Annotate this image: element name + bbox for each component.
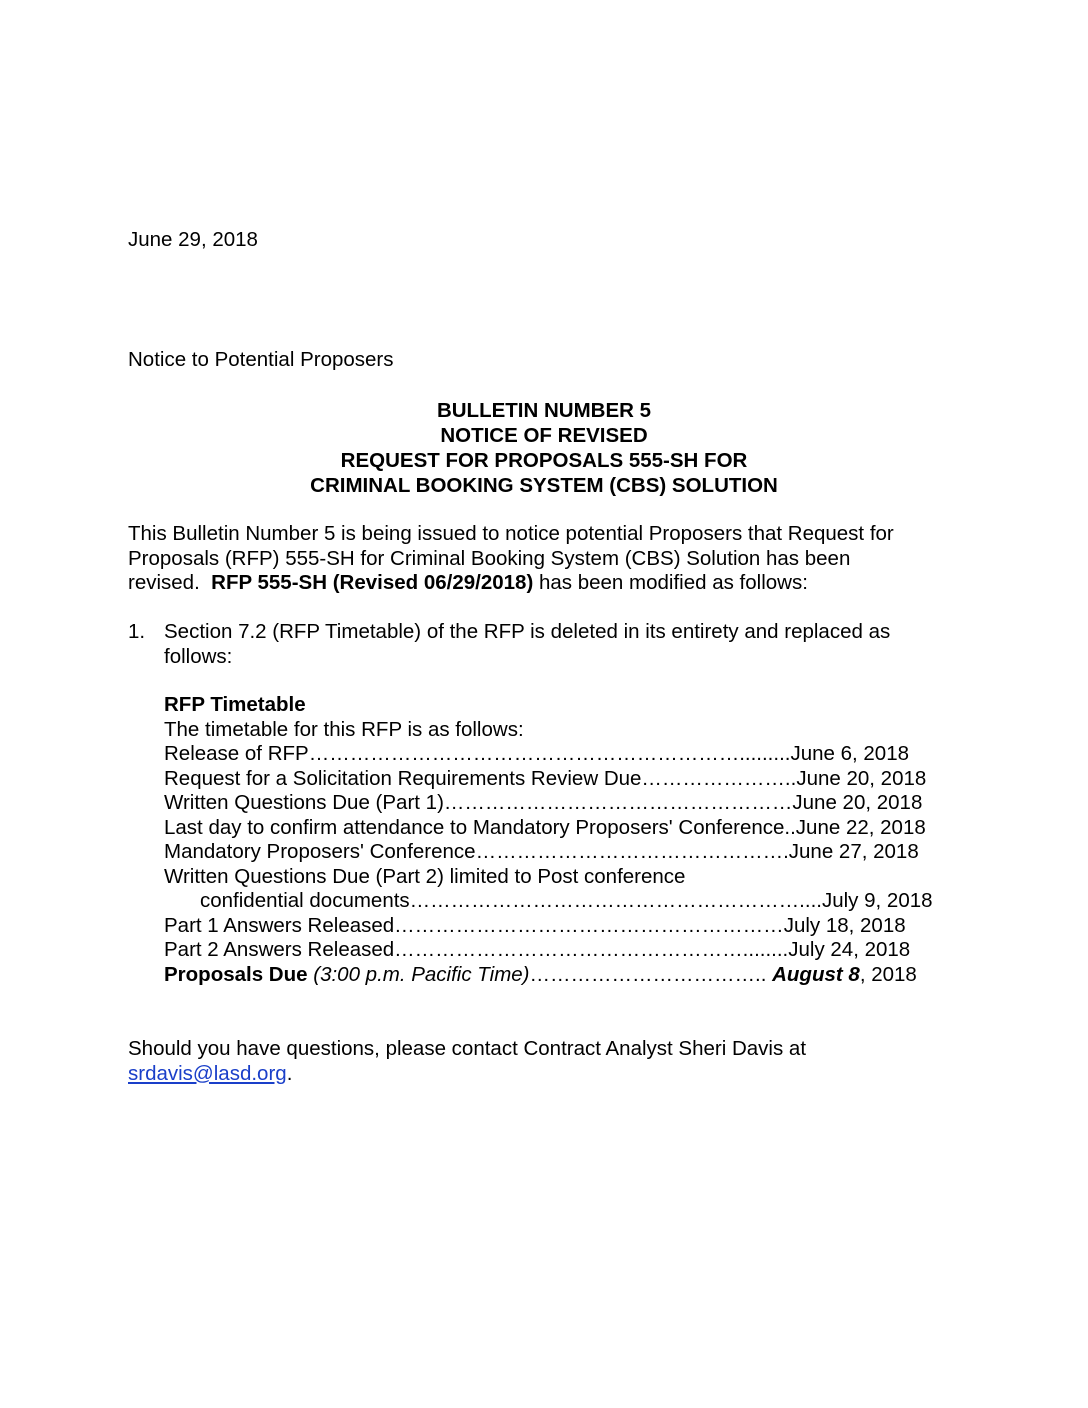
timetable-row xyxy=(164,767,964,792)
timetable-row-date: June 20, 2018 xyxy=(792,791,923,814)
timetable-intro: The timetable for this RFP is as follows: xyxy=(164,717,524,741)
timetable-row xyxy=(164,889,964,914)
heading-line-1: BULLETIN NUMBER 5 xyxy=(436,399,652,422)
proposals-due-time: (3:00 p.m. Pacific Time) xyxy=(307,962,530,986)
intro-line-3-end: has been modified as follows: xyxy=(533,571,808,594)
proposals-due-date-year: , 2018 xyxy=(859,962,917,986)
intro-paragraph xyxy=(128,522,960,596)
timetable-row-label: Request for a Solicitation Requirements Review Due………………….. xyxy=(164,766,797,790)
proposals-due-date-month: August 8 xyxy=(772,962,860,986)
item-line-2: follows: xyxy=(164,644,233,668)
timetable-title: RFP Timetable xyxy=(164,693,306,716)
item-line-1: Section 7.2 (RFP Timetable) of the RFP is deleted in its entirety and replaced as xyxy=(164,620,891,643)
timetable-row-label: Written Questions Due (Part 2) limited to Post conference xyxy=(164,864,686,888)
timetable-row xyxy=(164,742,964,767)
heading-line-3: REQUEST FOR PROPOSALS 555-SH FOR xyxy=(340,449,748,472)
timetable-row-date: June 20, 2018 xyxy=(796,766,927,790)
timetable-row-date: July 18, 2018 xyxy=(783,913,906,937)
timetable-row-label: Mandatory Proposers' Conference………………………………………. xyxy=(164,840,789,863)
salutation: Notice to Potential Proposers xyxy=(128,348,394,371)
timetable-row-label: Release of RFP………………………………………………………......... xyxy=(164,742,791,765)
timetable-row xyxy=(164,816,964,841)
timetable-row-label: Part 1 Answers Released………………………………………………… xyxy=(164,913,784,937)
contact-email-link[interactable]: srdavis@lasd.org xyxy=(128,1061,287,1085)
timetable-row-date: July 9, 2018 xyxy=(821,889,933,912)
timetable-row-proposals-due xyxy=(164,963,964,988)
timetable-row-label: Last day to confirm attendance to Mandatory Proposers' Conference.. xyxy=(164,815,796,839)
timetable-row xyxy=(164,840,964,865)
timetable-row xyxy=(164,938,964,963)
timetable-row-label: Part 2 Answers Released……………………………………………........ xyxy=(164,938,789,961)
proposals-due-label: Proposals Due xyxy=(164,962,308,986)
timetable-row-label: Written Questions Due (Part 1)…………………………………………… xyxy=(164,791,793,814)
timetable-rows xyxy=(164,742,964,987)
intro-line-3-start: revised. xyxy=(128,571,212,594)
heading-line-2: NOTICE OF REVISED xyxy=(440,424,648,447)
intro-line-3 xyxy=(128,571,960,596)
letter-date: June 29, 2018 xyxy=(128,228,258,251)
contact-line-2 xyxy=(128,1062,806,1087)
intro-line-1: This Bulletin Number 5 is being issued to notice potential Proposers that Request for xyxy=(128,522,894,545)
timetable-row xyxy=(164,914,964,939)
intro-line-2: Proposals (RFP) 555-SH for Criminal Booking System (CBS) Solution has been xyxy=(128,546,851,570)
timetable-row-date: June 6, 2018 xyxy=(790,742,910,765)
rfp-timetable xyxy=(164,693,964,987)
heading-line-4: CRIMINAL BOOKING SYSTEM (CBS) SOLUTION xyxy=(310,474,778,497)
timetable-row xyxy=(164,865,964,890)
bulletin-heading xyxy=(128,398,960,498)
proposals-due-leader: …………………………….. xyxy=(529,962,773,986)
item-number: 1. xyxy=(128,620,146,643)
contact-period: . xyxy=(286,1061,293,1085)
contact-line-1: Should you have questions, please contact Contract Analyst Sheri Davis at xyxy=(128,1037,807,1060)
item-text xyxy=(164,620,890,669)
revised-rfp-reference: RFP 555-SH (Revised 06/29/2018) xyxy=(211,571,534,594)
timetable-row-label: confidential documents………………………………………………….... xyxy=(200,889,822,912)
timetable-row-date: June 27, 2018 xyxy=(788,840,919,863)
contact-paragraph xyxy=(128,1037,806,1086)
timetable-row-date: June 22, 2018 xyxy=(795,815,926,839)
timetable-row-date: July 24, 2018 xyxy=(788,938,911,961)
timetable-row xyxy=(164,791,964,816)
